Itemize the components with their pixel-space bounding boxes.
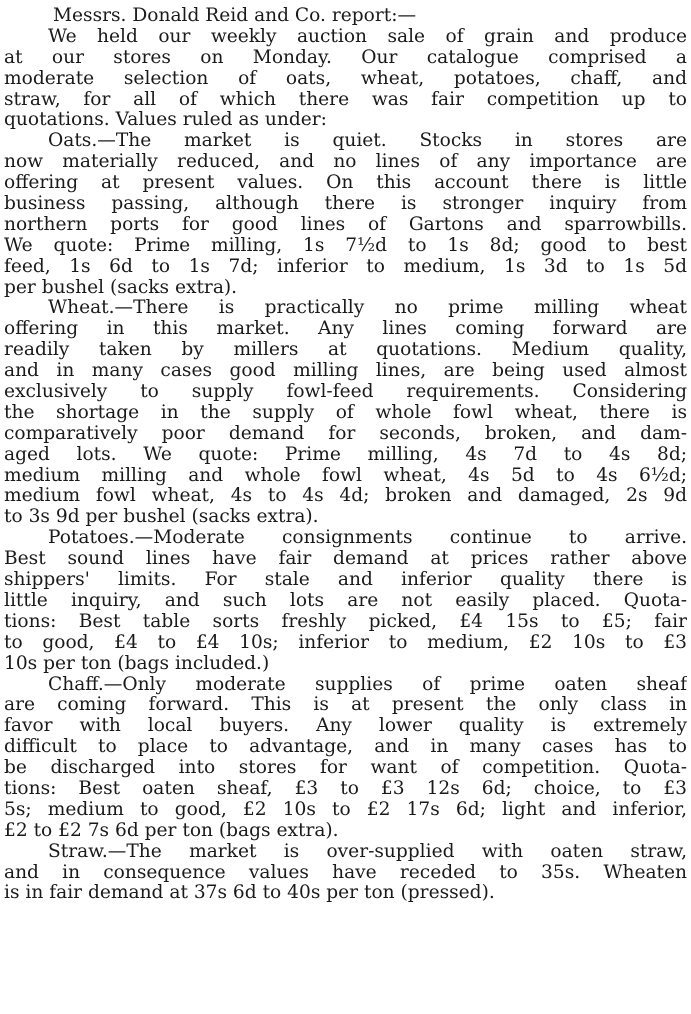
text-line: quotations. Values ruled as under: [4, 110, 327, 131]
paragraph-straw [4, 842, 687, 905]
text-line: offering in this market. Any lines coming forward are [4, 319, 687, 340]
text-line: comparatively poor demand for seconds, broken, and dam- [4, 423, 687, 444]
text-line: be discharged into stores for want of competition. Quota- [4, 758, 687, 779]
text-line: Best sound lines have fair demand at prices rather above [4, 549, 687, 570]
text-line: are coming forward. This is at present the only class in [4, 695, 687, 716]
text-line: is in fair demand at 37s 6d to 40s per ton (pressed). [4, 883, 495, 904]
text-line: and in many cases good milling lines, are being used almost [4, 361, 687, 382]
text-line: straw, for all of which there was fair competition up to [4, 89, 687, 110]
text-line: now materially reduced, and no lines of any importance are [4, 152, 687, 173]
paragraph-oats [4, 131, 687, 298]
text-line: medium fowl wheat, 4s to 4s 4d; broken and damaged, 2s 9d [4, 486, 687, 507]
text-line: medium milling and whole fowl wheat, 4s 5d to 4s 6½d; [4, 465, 687, 486]
text-line: Straw.—The market is over-supplied with oaten straw, [48, 841, 687, 862]
text-line: business passing, although there is stronger inquiry from [4, 194, 687, 215]
text-line: and in consequence values have receded to 35s. Wheaten [4, 862, 687, 883]
text-line: to 3s 9d per bushel (sacks extra). [4, 507, 319, 528]
text-line: favor with local buyers. Any lower quality is extremely [4, 716, 687, 737]
text-line: difficult to place to advantage, and in many cases has to [4, 737, 687, 758]
text-line: Messrs. Donald Reid and Co. report:— [53, 6, 417, 26]
text-line: Potatoes.—Moderate consignments continue to arrive. [48, 528, 687, 549]
text-line: moderate selection of oats, wheat, potatoes, chaff, and [4, 68, 687, 89]
text-line: the shortage in the supply of whole fowl wheat, there is [4, 402, 687, 423]
text-line: per bushel (sacks extra). [4, 277, 238, 298]
text-line: 10s per ton (bags included.) [4, 653, 270, 674]
text-line: offering at present values. On this account there is little [4, 173, 687, 194]
text-line: tions: Best oaten sheaf, £3 to £3 12s 6d; choice, to £3 [4, 778, 687, 799]
paragraph-chaff [4, 675, 687, 842]
text-line: Chaff.—Only moderate supplies of prime oaten sheaf [48, 674, 687, 695]
text-line: We quote: Prime milling, 1s 7½d to 1s 8d; good to best [4, 235, 687, 256]
text-line: exclusively to supply fowl-feed requirements. Considering [4, 382, 687, 403]
text-line: northern ports for good lines of Gartons and sparrowbills. [4, 214, 687, 235]
text-line: 5s; medium to good, £2 10s to £2 17s 6d; light and inferior, [4, 799, 687, 820]
text-line: feed, 1s 6d to 1s 7d; inferior to medium, 1s 3d to 1s 5d [4, 256, 687, 277]
paragraph-intro [4, 27, 687, 131]
text-line: readily taken by millers at quotations. Medium quality, [4, 340, 687, 361]
text-line: We held our weekly auction sale of grain and produce [48, 26, 687, 47]
text-line: little inquiry, and such lots are not easily placed. Quota- [4, 590, 687, 611]
text-line: £2 to £2 7s 6d per ton (bags extra). [4, 820, 339, 841]
text-line: aged lots. We quote: Prime milling, 4s 7d to 4s 8d; [4, 444, 687, 465]
text-line: Wheat.—There is practically no prime milling wheat [48, 298, 687, 319]
text-line: Oats.—The market is quiet. Stocks in stores are [48, 131, 687, 152]
text-line: tions: Best table sorts freshly picked, £4 15s to £5; fair [4, 611, 687, 632]
text-line: to good, £4 to £4 10s; inferior to medium, £2 10s to £3 [4, 632, 687, 653]
text-line: shippers' limits. For stale and inferior quality there is [4, 570, 687, 591]
report-heading [4, 6, 687, 27]
text-line: at our stores on Monday. Our catalogue comprised a [4, 47, 687, 68]
paragraph-potatoes [4, 528, 687, 674]
paragraph-wheat [4, 298, 687, 528]
